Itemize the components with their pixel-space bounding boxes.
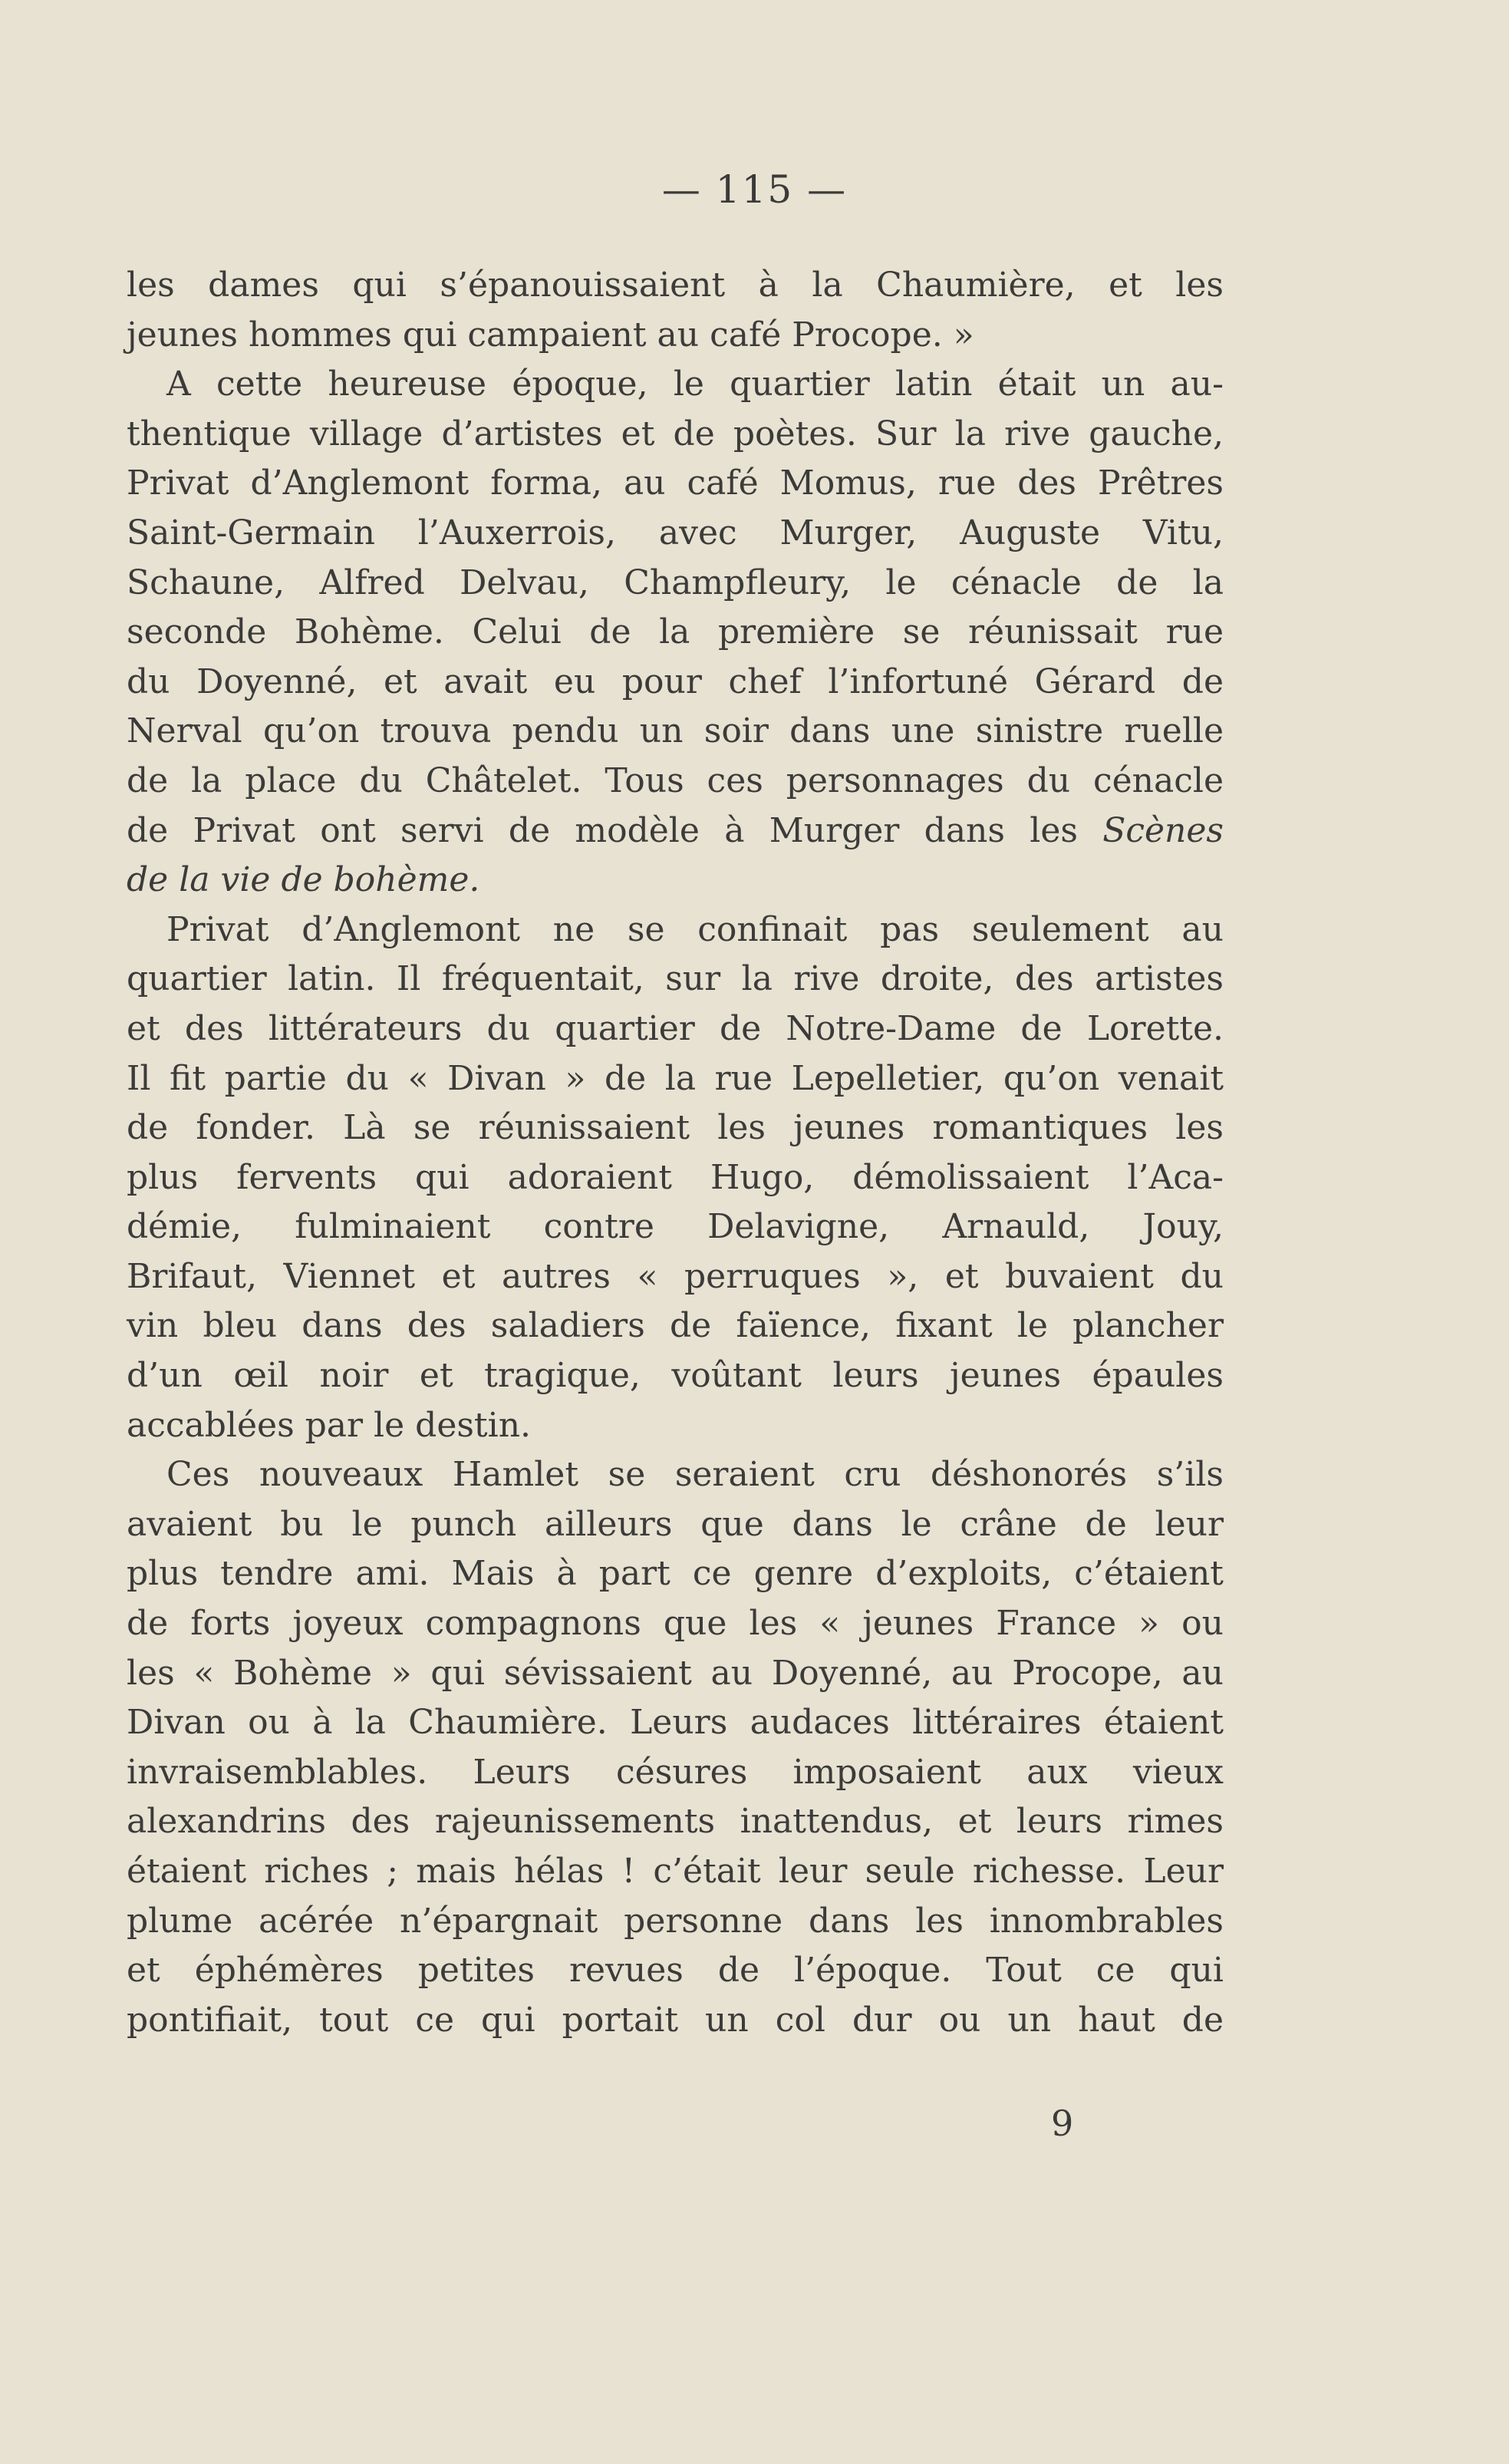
page-number: — 115 — bbox=[661, 167, 848, 212]
text-line: Brifaut, Viennet et autres « perruques », et buvaient du bbox=[127, 1256, 1224, 1296]
text-line: de la vie de bohème. bbox=[127, 860, 480, 900]
text-line: et éphémères petites revues de l’époque. Tout ce qui bbox=[127, 1951, 1224, 1991]
text-line: Divan ou à la Chaumière. Leurs audaces littéraires étaient bbox=[127, 1703, 1224, 1743]
text-line: Ces nouveaux Hamlet se seraient cru déshonorés s’ils bbox=[166, 1455, 1224, 1495]
text-line: plume acérée n’épargnait personne dans les innombrables bbox=[127, 1901, 1224, 1941]
text-line: de Privat ont servi de modèle à Murger dans les Scènes bbox=[127, 810, 1224, 850]
text-line: invraisemblables. Leurs césures imposaient aux vieux bbox=[127, 1752, 1224, 1792]
text-line: étaient riches ; mais hélas ! c’était leur seule richesse. Leur bbox=[127, 1852, 1224, 1891]
text-line: thentique village d’artistes et de poètes. Sur la rive gauche, bbox=[127, 414, 1224, 454]
text-line: alexandrins des rajeunissements inattendus, et leurs rimes bbox=[127, 1802, 1224, 1842]
text-line: Schaune, Alfred Delvau, Champfleury, le cénacle de la bbox=[127, 562, 1224, 602]
text-line: de la place du Châtelet. Tous ces personnages du cénacle bbox=[127, 760, 1224, 800]
text-line: d’un œil noir et tragique, voûtant leurs jeunes épaules bbox=[127, 1356, 1224, 1396]
text-line: jeunes hommes qui campaient au café Procope. » bbox=[127, 315, 974, 355]
text-line: Nerval qu’on trouva pendu un soir dans une sinistre ruelle bbox=[127, 711, 1224, 751]
text-line: les dames qui s’épanouissaient à la Chaumière, et les bbox=[127, 266, 1224, 305]
body-text bbox=[127, 261, 1224, 2045]
text-line: plus tendre ami. Mais à part ce genre d’exploits, c’étaient bbox=[127, 1554, 1224, 1594]
text-line: plus fervents qui adoraient Hugo, démolissaient l’Aca- bbox=[127, 1157, 1224, 1197]
text-line: et des littérateurs du quartier de Notre-Dame de Lorette. bbox=[127, 1008, 1224, 1048]
text-line: quartier latin. Il fréquentait, sur la rive droite, des artistes bbox=[127, 959, 1224, 999]
text-line: du Doyenné, et avait eu pour chef l’infortuné Gérard de bbox=[127, 661, 1224, 701]
text-line: démie, fulminaient contre Delavigne, Arnauld, Jouy, bbox=[127, 1207, 1224, 1247]
text-line: vin bleu dans des saladiers de faïence, fixant le plancher bbox=[127, 1306, 1224, 1346]
signature-mark: 9 bbox=[1051, 2103, 1074, 2144]
text-line: pontifiait, tout ce qui portait un col dur ou un haut de bbox=[127, 2000, 1224, 2040]
text-line: A cette heureuse époque, le quartier latin était un au- bbox=[166, 364, 1224, 404]
text-line: Privat d’Anglemont forma, au café Momus, rue des Prêtres bbox=[127, 463, 1224, 503]
text-line: accablées par le destin. bbox=[127, 1405, 532, 1445]
text-line: de forts joyeux compagnons que les « jeunes France » ou bbox=[127, 1604, 1224, 1644]
text-line: les « Bohème » qui sévissaient au Doyenné, au Procope, au bbox=[127, 1653, 1224, 1693]
text-line: avaient bu le punch ailleurs que dans le crâne de leur bbox=[127, 1504, 1224, 1544]
text-line: Saint-Germain l’Auxerrois, avec Murger, Auguste Vitu, bbox=[127, 513, 1224, 553]
text-line: de fonder. Là se réunissaient les jeunes romantiques les bbox=[127, 1108, 1224, 1148]
text-line: seconde Bohème. Celui de la première se réunissait rue bbox=[127, 612, 1224, 652]
text-line: Il fit partie du « Divan » de la rue Lepelletier, qu’on venait bbox=[127, 1058, 1224, 1098]
text-line: Privat d’Anglemont ne se confinait pas seulement au bbox=[166, 909, 1224, 949]
